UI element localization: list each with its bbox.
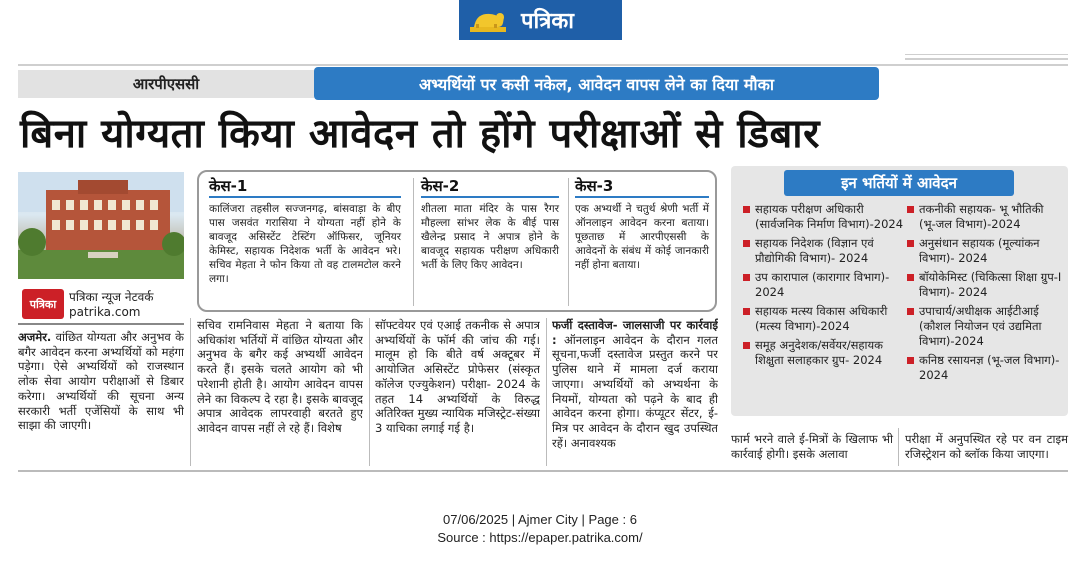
article-column-4 [552,318,718,466]
bullet-icon [743,274,750,281]
bullet-icon [743,206,750,213]
divider [905,54,1068,55]
column-text: सचिव रामनिवास मेहता ने बताया कि अधिकांश भर्तियों में वांछित योग्यता और अनुभव के बगैर कई अभ्यर्थी आवेदन करते हैं। इसके चलते आयोग को भी परेशानी होती है। आयोग आवेदन वापस लेने का विकल्प दे रहा है। इसके बावजूद अपात्र आवेदक लापरवाही बरतते हुए आवेदन वापस नहीं ले रहे हैं। विशेष [197,318,363,435]
footer-source: Source : https://epaper.patrika.com/ [437,530,643,545]
case-text: शीतला माता मंदिर के पास रैगर मौहल्ला सांभर लेक के बीई पास खैलेन्द्र प्रसाद ने अपात्र होने के बावजूद सहायक परीक्षण अधिकारी भर्ती के लिए किए आवेदन। [421,203,559,271]
byline-name: पत्रिका न्यूज नेटवर्क [69,290,154,304]
bullet-icon [743,240,750,247]
case-title: केस-3 [575,176,709,198]
divider [18,470,1068,472]
sidebar-title: इन भर्तियों में आवेदन [784,170,1014,196]
divider [18,64,1068,66]
case-1 [203,172,407,312]
article-column-2 [197,318,363,466]
column-text: ऑनलाइन आवेदन के दौरान गलत सूचना,फर्जी दस्तावेज प्रस्तुत करने पर पुलिस थाने में मामला दर्ज कराया जाएगा। अभ्यर्थियों को अभ्यर्थना के नियमों, योग्यता को पढ़ने के बाद ही आवेदन करना होगा। कंप्यूटर सेंटर, ई-मित्र पर आवेदन के दौरान खुद उपस्थित रहें। अनावश्यक [552,332,718,450]
list-item: समूह अनुदेशक/सर्वेयर/सहायक शिक्षुता सलाहकार ग्रुप- 2024 [743,338,908,368]
divider [413,178,414,306]
publisher-badge: पत्रिका [22,289,64,319]
case-2 [415,172,565,312]
article-column-1 [18,330,184,466]
list-item: बॉयोकेमिस्ट (चिकित्सा शिक्षा ग्रुप-I विभाग)- 2024 [907,270,1062,300]
list-item: कनिष्ठ रसायनज्ञ (भू-जल विभाग)- 2024 [907,353,1062,383]
divider [369,318,370,466]
case-text: कालिंजरा तहसील सज्जनगढ़, बांसवाड़ा के बीए पास जसवंत गरासिया ने योग्यता नहीं होने के बावजूद असिस्टेंट टेस्टिंग ऑफिसर, जूनियर केमिस्ट, सहायक निदेशक भर्ती के आवेदन भरे। सचिव मेहता ने फोन किया तो वह टालमटोल करने लगा। [209,203,401,285]
case-3 [569,172,715,312]
list-item: सहायक निदेशक (विज्ञान एवं प्रौद्योगिकी विभाग)- 2024 [743,236,908,266]
masthead-name: पत्रिका [521,9,574,34]
divider [190,318,191,466]
bullet-icon [743,342,750,349]
column-text: फार्म भरने वाले ई-मित्रों के खिलाफ भी कार्रवाई होगी। इसके अलावा [731,432,893,461]
bullet-icon [907,274,914,281]
divider [546,318,547,466]
bullet-icon [907,357,914,364]
article-headline: बिना योग्यता किया आवेदन तो होंगे परीक्षाओं से डिबार [20,111,821,157]
masthead-logo[interactable] [459,0,622,40]
case-title: केस-1 [209,176,401,198]
bullet-icon [907,308,914,315]
section-tag: आरपीएससी [18,70,314,98]
bullet-icon [907,206,914,213]
list-item: उपाचार्य/अधीक्षक आईटीआई (कौशल नियोजन एवं उद्यमिता विभाग)-2024 [907,304,1062,349]
case-text: एक अभ्यर्थी ने चतुर्थ श्रेणी भर्ती में ऑनलाइन आवेदन करना बताया। पूछताछ में आरपीएससी के आवेदनों के संबंध में कोई जानकारी नहीं होना बताया। [575,203,709,271]
column-text: परीक्षा में अनुपस्थित रहे पर वन टाइम रजिस्ट्रेशन को ब्लॉक किया जाएगा। [905,432,1068,461]
recruitment-list-right [907,202,1062,387]
footer-dateline: 07/06/2025 | Ajmer City | Page : 6 [443,512,637,527]
article-column-6 [905,432,1068,462]
rpsc-building-photo [18,172,184,279]
subheading: फर्जी दस्तावेज- जालसाजी पर कार्रवाई : [552,318,718,347]
divider [18,323,184,325]
column-text: वांछित योग्यता और अनुभव के बगैर आवेदन करना अभ्यर्थियों को महंगा पड़ेगा। ऐसे अभ्यर्थियों को राजस्थान लोक सेवा आयोग परीक्षाओं से डिबार करेगा। अभ्यर्थियों की सूचना अन्य सरकारी भर्ती एजेंसियों के साथ भी साझा की जाएगी। [18,330,184,433]
dateline: अजमेर. [18,330,52,344]
list-item: तकनीकी सहायक- भू भौतिकी (भू-जल विभाग)-2024 [907,202,1062,232]
list-item: अनुसंधान सहायक (मूल्यांकन विभाग)- 2024 [907,236,1062,266]
byline-site-link[interactable]: patrika.com [69,305,141,319]
recruitments-sidebar [731,166,1068,416]
bullet-icon [743,308,750,315]
recruitment-list-left [743,202,908,372]
divider [898,428,899,466]
list-item: सहायक परीक्षण अधिकारी (सार्वजनिक निर्माण विभाग)-2024 [743,202,908,232]
case-studies-box [197,170,717,312]
bullet-icon [907,240,914,247]
lion-emblem-icon [459,0,517,40]
article-column-5 [731,432,893,462]
divider [905,58,1068,60]
article-column-3 [375,318,540,466]
case-title: केस-2 [421,176,559,198]
list-item: उप कारापाल (कारागार विभाग)- 2024 [743,270,908,300]
list-item: सहायक मत्स्य विकास अधिकारी (मत्स्य विभाग)-2024 [743,304,908,334]
kicker-strap: अभ्यर्थियों पर कसी नकेल, आवेदन वापस लेने का दिया मौका [314,67,879,100]
column-text: सॉफ्टवेयर एवं एआई तकनीक से अपात्र अभ्यर्थियों के फॉर्म की जांच की गई। मालूम हो कि बीते वर्ष अक्टूबर में आयोजित असिस्टेंट प्रोफेसर (संस्कृत कॉलेज एज्युकेशन) परीक्षा- 2024 के तहत 14 अभ्यर्थियों के विरुद्ध अतिरिक्त मुख्य न्यायिक मजिस्ट्रेट-संख्या 3 याचिका लगाई गई है। [375,318,540,435]
